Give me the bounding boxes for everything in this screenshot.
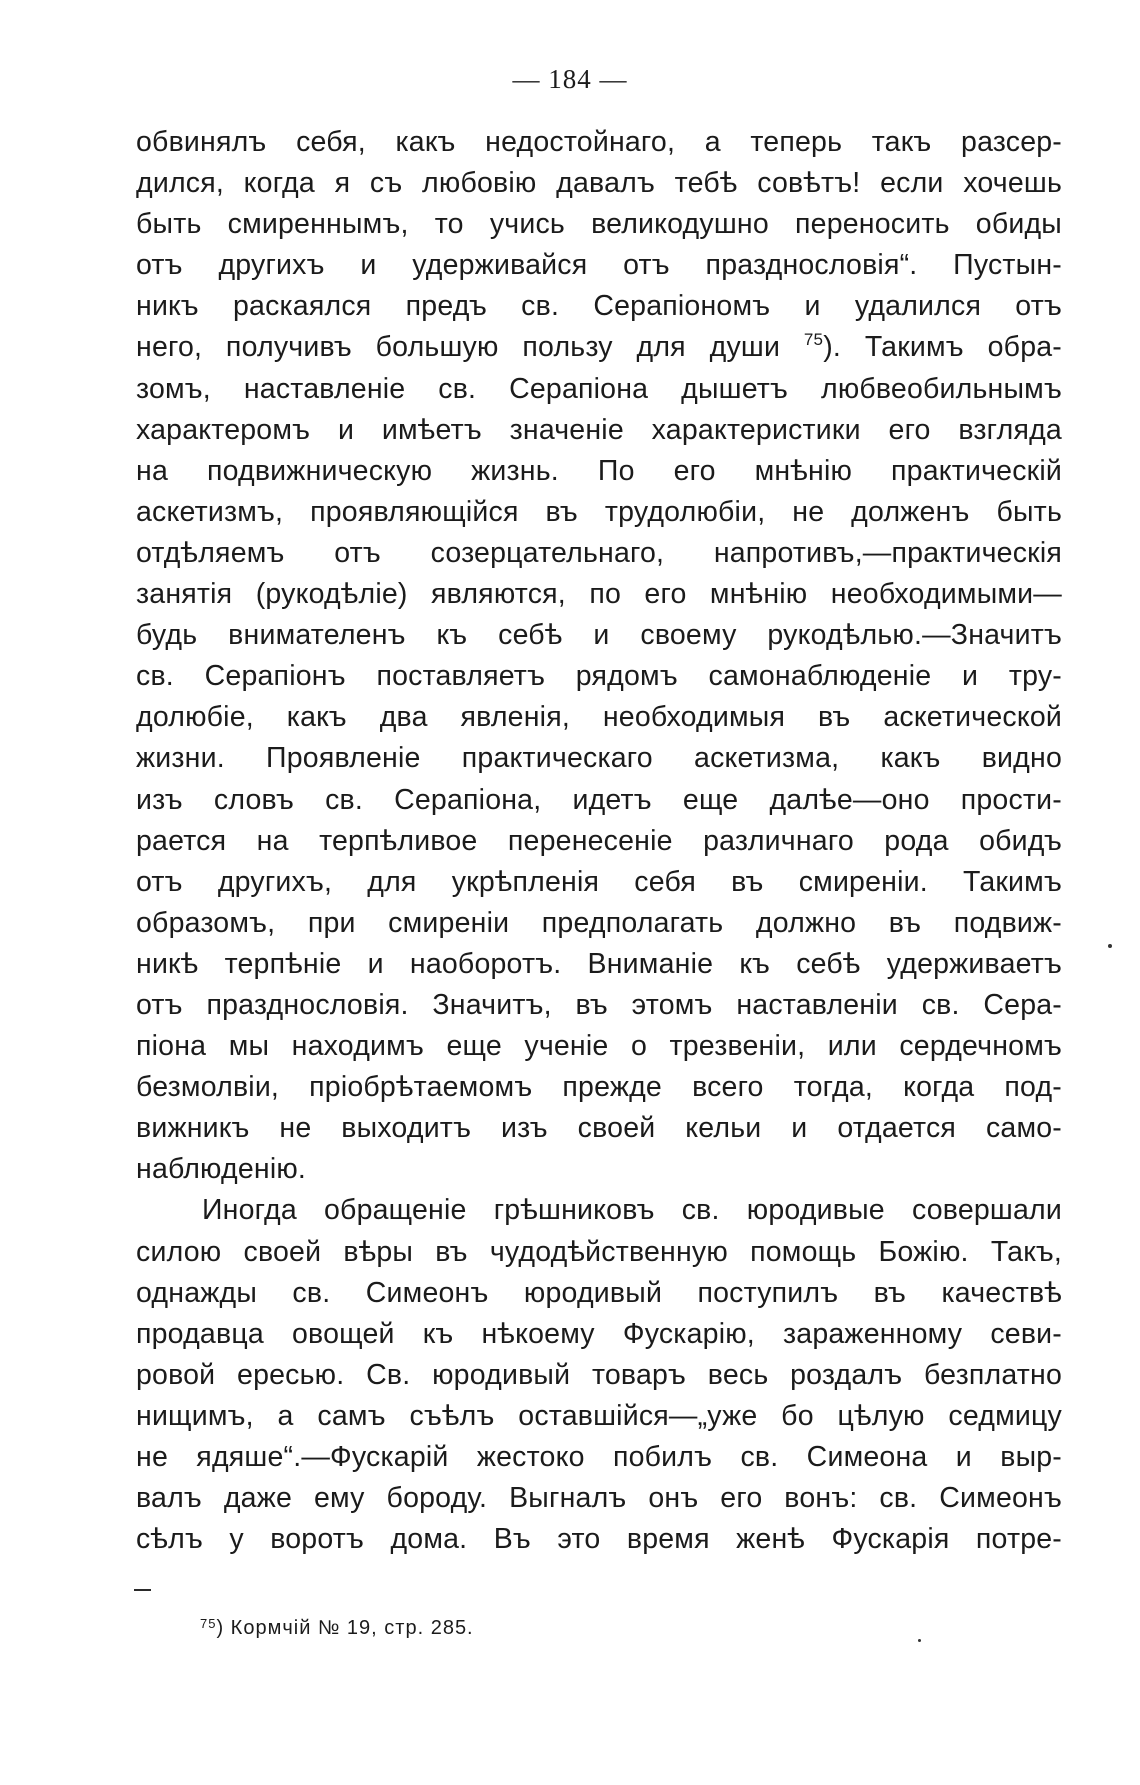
text-line: отъ празднословія. Значитъ, въ этомъ наставленіи св. Сера- <box>136 988 1062 1021</box>
text-line: никъ раскаялся предъ св. Серапіономъ и удалился отъ <box>136 290 1062 323</box>
text-line: будь внимателенъ къ себѣ и своему рукодѣлью.—Значитъ <box>136 619 1062 652</box>
text-line: вижникъ не выходитъ изъ своей кельи и отдается само- <box>136 1112 1062 1145</box>
text-line: однажды св. Симеонъ юродивый поступилъ въ качествѣ <box>136 1276 1062 1309</box>
text-line: аскетизмъ, проявляющійся въ трудолюбіи, не долженъ быть <box>136 495 1062 528</box>
text-line: піона мы находимъ еще ученіе о трезвеніи, или сердечномъ <box>136 1030 1062 1063</box>
footnote-marker: 75 <box>200 1616 217 1631</box>
text-line: безмолвіи, пріобрѣтаемомъ прежде всего тогда, когда под- <box>136 1071 1062 1104</box>
paragraph-1 <box>136 122 1062 1190</box>
text-line: наблюденію. <box>136 1153 307 1186</box>
text-line: отдѣляемъ отъ созерцательнаго, напротивъ,—практическія <box>136 536 1062 569</box>
footnote <box>200 1617 474 1640</box>
text-line: отъ другихъ, для укрѣпленія себя въ смиреніи. Такимъ <box>136 865 1062 898</box>
text-line: силою своей вѣры въ чудодѣйственную помощь Божію. Такъ, <box>136 1235 1062 1268</box>
footnote-text: ) Кормчій № 19, стр. 285. <box>216 1617 474 1639</box>
text-line: никѣ терпѣніе и наоборотъ. Вниманіе къ себѣ удерживаетъ <box>136 947 1062 980</box>
paragraph-2 <box>136 1190 1062 1560</box>
page-number: — 184 — <box>512 64 628 94</box>
text-line: на подвижническую жизнь. По его мнѣнію практическій <box>136 454 1062 487</box>
text-line: не ядяше“.—Фускарій жестоко побилъ св. Симеона и выр- <box>136 1441 1062 1473</box>
text-line: обвинялъ себя, какъ недостойнаго, а теперь такъ разсер- <box>136 126 1062 158</box>
text-line: дился, когда я съ любовію давалъ тебѣ совѣтъ! если хочешь <box>136 167 1062 200</box>
text-line: характеромъ и имѣетъ значеніе характеристики его взгляда <box>136 413 1062 446</box>
text-line: жизни. Проявленіе практическаго аскетизма, какъ видно <box>136 742 1062 775</box>
text-line: образомъ, при смиреніи предполагать должно въ подвиж- <box>136 906 1062 939</box>
body-text <box>136 122 1062 1560</box>
text-line: ровой ересью. Св. юродивый товаръ весь роздалъ безплатно <box>136 1358 1062 1391</box>
text-line: быть смиреннымъ, то учись великодушно переносить обиды <box>136 208 1062 241</box>
text-line-tail: ). Такимъ обра- <box>823 331 1062 364</box>
scan-speck <box>1108 944 1112 948</box>
text-line: валъ даже ему бороду. Выгналъ онъ его вонъ: св. Симеонъ <box>136 1482 1062 1515</box>
text-line: рается на терпѣливое перенесеніе различнаго рода обидъ <box>136 824 1062 857</box>
text-line: сѣлъ у воротъ дома. Въ это время женѣ Фускарія потре- <box>136 1523 1062 1556</box>
scan-speck <box>918 1639 921 1642</box>
text-line-with-footnote <box>136 327 1062 368</box>
text-line: занятія (рукодѣліе) являются, по его мнѣнію необходимыми— <box>136 578 1062 611</box>
footnote-reference: 75 <box>803 330 824 350</box>
text-line: зомъ, наставленіе св. Серапіона дышетъ любвеобильнымъ <box>136 372 1062 405</box>
text-line: отъ другихъ и удерживайся отъ празднословія“. Пустын- <box>136 249 1062 282</box>
text-line: продавца овощей къ нѣкоему Фускарію, зараженному севи- <box>136 1317 1062 1350</box>
text-line: долюбіе, какъ два явленія, необходимыя въ аскетической <box>136 701 1062 734</box>
text-line: Иногда обращеніе грѣшниковъ св. юродивые совершали <box>202 1194 1062 1227</box>
text-line: изъ словъ св. Серапіона, идетъ еще далѣе—оно прости- <box>136 783 1062 816</box>
text-line: св. Серапіонъ поставляетъ рядомъ самонаблюденіе и тру- <box>136 660 1062 693</box>
footnote-rule <box>134 1589 151 1591</box>
text-line: нищимъ, а самъ съѣлъ оставшійся—„уже бо цѣлую седмицу <box>136 1399 1062 1432</box>
text-line-head: него, получивъ большую пользу для души <box>136 331 781 364</box>
